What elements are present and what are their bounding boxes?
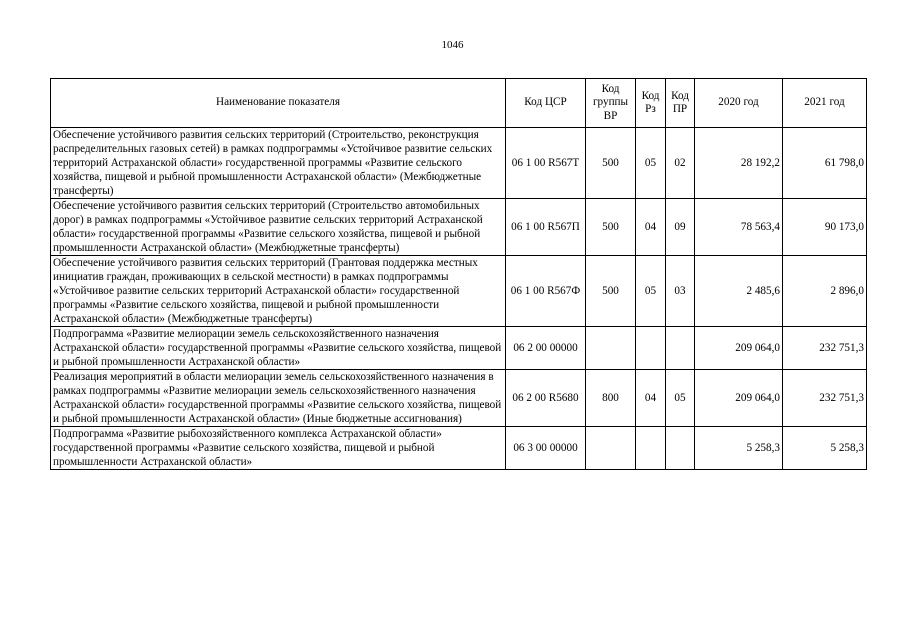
row-vr-code — [586, 427, 636, 470]
row-rz-code: 05 — [636, 256, 666, 327]
row-pr-code: 03 — [666, 256, 695, 327]
row-value-2020: 5 258,3 — [695, 427, 783, 470]
header-rz-line2: Рз — [645, 103, 656, 115]
header-pr-line2: ПР — [672, 103, 688, 115]
row-rz-code: 04 — [636, 199, 666, 256]
row-vr-code: 500 — [586, 199, 636, 256]
row-rz-code — [636, 327, 666, 370]
row-vr-code: 500 — [586, 256, 636, 327]
row-value-2021: 90 173,0 — [783, 199, 867, 256]
row-value-2020: 2 485,6 — [695, 256, 783, 327]
header-pr — [666, 79, 695, 128]
row-rz-code — [636, 427, 666, 470]
header-csr: Код ЦСР — [506, 79, 586, 128]
row-value-2020: 78 563,4 — [695, 199, 783, 256]
header-name: Наименование показателя — [51, 79, 506, 128]
header-row — [51, 79, 867, 128]
row-vr-code: 500 — [586, 128, 636, 199]
table-body — [51, 128, 867, 470]
row-value-2021: 61 798,0 — [783, 128, 867, 199]
row-name: Обеспечение устойчивого развития сельских территорий (Строительство автомобильных дорог) в рамках подпрограммы «Устойчивое развитие сельских территорий Астраханской области» государственной программы «Развитие сельского хозяйства, пищевой и рыбной промышленности Астраханской области» (Межбюджетные трансферты) — [51, 199, 506, 256]
row-name: Подпрограмма «Развитие мелиорации земель сельскохозяйственного назначения Астраханской области» государственной программы «Развитие сельского хозяйства, пищевой и рыбной промышленности Астраханской области» — [51, 327, 506, 370]
header-rz-line1: Код — [641, 89, 660, 102]
row-value-2021: 2 896,0 — [783, 256, 867, 327]
row-pr-code — [666, 327, 695, 370]
row-name: Подпрограмма «Развитие рыбохозяйственного комплекса Астраханской области» государственной программы «Развитие сельского хозяйства, пищевой и рыбной промышленности Астраханской области» — [51, 427, 506, 470]
budget-table — [50, 78, 867, 470]
row-name: Обеспечение устойчивого развития сельских территорий (Строительство, реконструкция распределительных газовых сетей) в рамках подпрограммы «Устойчивое развитие сельских территорий Астраханской области» государственной программы «Развитие сельского хозяйства, пищевой и рыбной промышленности Астраханской области» (Межбюджетные трансферты) — [51, 128, 506, 199]
table-row — [51, 370, 867, 427]
header-vr — [586, 79, 636, 128]
row-value-2021: 232 751,3 — [783, 327, 867, 370]
table-header — [51, 79, 867, 128]
header-rz — [636, 79, 666, 128]
table-row — [51, 199, 867, 256]
row-pr-code: 09 — [666, 199, 695, 256]
header-pr-line1: Код — [671, 89, 689, 102]
header-vr-line1: Код — [601, 82, 620, 95]
table-row — [51, 256, 867, 327]
row-csr-code: 06 3 00 00000 — [506, 427, 586, 470]
row-vr-code: 800 — [586, 370, 636, 427]
row-csr-code: 06 2 00 R5680 — [506, 370, 586, 427]
row-value-2020: 209 064,0 — [695, 370, 783, 427]
header-2020: 2020 год — [695, 79, 783, 128]
page-number: 1046 — [441, 39, 464, 51]
row-rz-code: 04 — [636, 370, 666, 427]
row-value-2021: 232 751,3 — [783, 370, 867, 427]
row-value-2020: 209 064,0 — [695, 327, 783, 370]
row-vr-code — [586, 327, 636, 370]
row-csr-code: 06 1 00 R567П — [506, 199, 586, 256]
header-vr-line3: ВР — [603, 109, 618, 122]
table-row — [51, 128, 867, 199]
row-value-2020: 28 192,2 — [695, 128, 783, 199]
row-name: Обеспечение устойчивого развития сельских территорий (Грантовая поддержка местных инициатив граждан, проживающих в сельской местности) в рамках подпрограммы «Устойчивое развитие сельских территорий Астраханской области» государственной программы «Развитие сельского хозяйства, пищевой и рыбной промышленности Астраханской области» (Межбюджетные трансферты) — [51, 256, 506, 327]
table-row — [51, 327, 867, 370]
row-value-2021: 5 258,3 — [783, 427, 867, 470]
table-row — [51, 427, 867, 470]
row-name: Реализация мероприятий в области мелиорации земель сельскохозяйственного назначения в рамках подпрограммы «Развитие мелиорации земель сельскохозяйственного назначения Астраханской области» государственной программы «Развитие сельского хозяйства, пищевой и рыбной промышленности Астраханской области» (Иные бюджетные ассигнования) — [51, 370, 506, 427]
header-vr-line2: группы — [592, 96, 629, 109]
row-rz-code: 05 — [636, 128, 666, 199]
row-pr-code: 05 — [666, 370, 695, 427]
row-csr-code: 06 2 00 00000 — [506, 327, 586, 370]
row-csr-code: 06 1 00 R567Ф — [506, 256, 586, 327]
header-2021: 2021 год — [783, 79, 867, 128]
row-pr-code — [666, 427, 695, 470]
row-pr-code: 02 — [666, 128, 695, 199]
row-csr-code: 06 1 00 R567Т — [506, 128, 586, 199]
